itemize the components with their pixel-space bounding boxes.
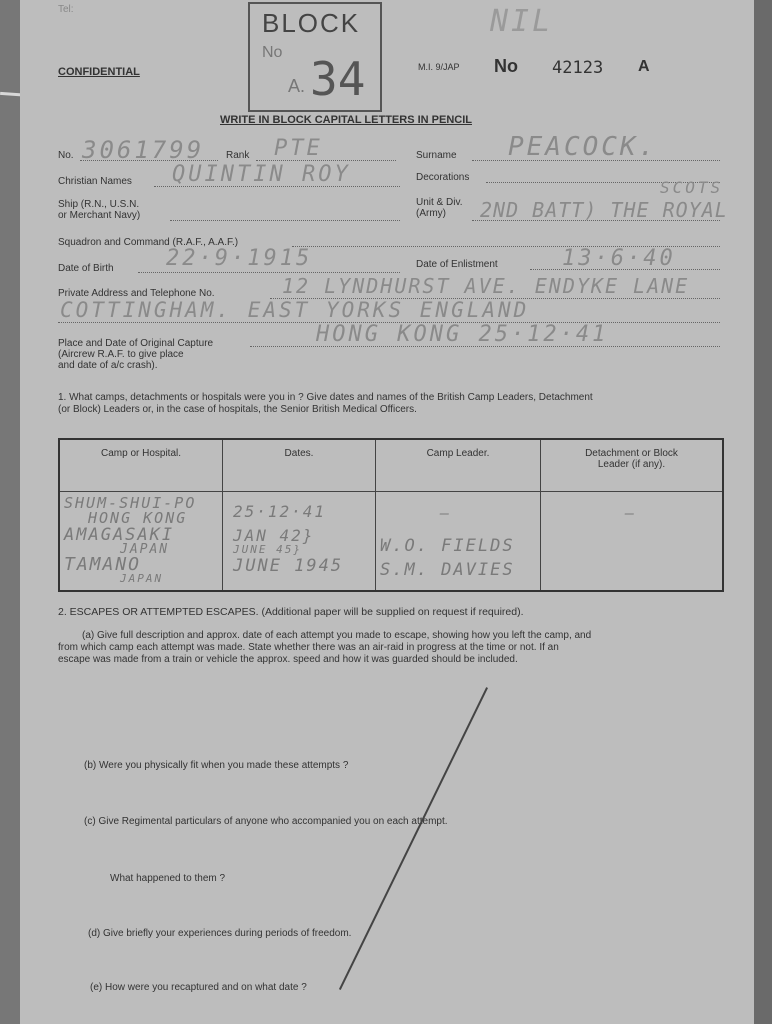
col-dates-header: Dates. (223, 439, 376, 492)
strike-through-line (339, 687, 488, 990)
table-body-row (59, 492, 723, 592)
pencil-instruction: WRITE IN BLOCK CAPITAL LETTERS IN PENCIL (220, 114, 472, 126)
camp-2: AMAGASAKI (64, 525, 175, 545)
col-leader-header: Camp Leader. (376, 439, 541, 492)
surname-label: Surname (416, 150, 457, 161)
ship-label-2: or Merchant Navy) (58, 210, 141, 221)
question-2a-line-2: from which camp each attempt was made. State whether there was an air-raid in progress at the time or not. If an (58, 642, 559, 653)
camp-cell (59, 492, 223, 592)
ship-label-1: Ship (R.N., U.S.N. (58, 199, 140, 210)
question-2c-follow: What happened to them ? (110, 873, 226, 884)
capture-label-3: and date of a/c crash). (58, 360, 158, 371)
camps-table (58, 438, 724, 592)
ship-line (170, 220, 400, 221)
enlistment-label: Date of Enlistment (416, 259, 498, 270)
address-value-1: 12 LYNDHURST AVE. ENDYKE LANE (282, 274, 690, 298)
block-stamp (248, 2, 382, 112)
dates-2-sub: JUNE 45} (233, 543, 302, 556)
address-value-2: COTTINGHAM. EAST YORKS ENGLAND (60, 298, 530, 322)
detachment-1: — (625, 504, 637, 522)
detachment-cell (541, 492, 724, 592)
capture-value: HONG KONG 25·12·41 (316, 322, 609, 347)
camp-1: SHUM-SHUI-PO (64, 494, 197, 512)
nil-mark: NIL (490, 4, 554, 39)
unit-value-extra: SCOTS (660, 178, 724, 197)
address-label: Private Address and Telephone No. (58, 288, 215, 299)
dates-cell (223, 492, 376, 592)
dob-line (138, 272, 400, 273)
serial-number: 42123 (552, 58, 604, 78)
table-header-row (59, 439, 723, 492)
dob-value: 22·9·1915 (166, 246, 313, 271)
squadron-label: Squadron and Command (R.A.F., A.A.F.) (58, 237, 239, 248)
unit-value: 2ND BATT) THE ROYAL (480, 198, 728, 222)
dates-3: JUNE 1945 (233, 556, 344, 576)
rank-label: Rank (226, 150, 250, 161)
dates-2: JAN 42} (233, 526, 315, 545)
christian-names-value: QUINTIN ROY (172, 162, 351, 187)
question-2b: (b) Were you physically fit when you made these attempts ? (84, 760, 349, 771)
dates-1: 25·12·41 (233, 502, 327, 521)
stamp-no: No (262, 44, 283, 61)
enlistment-value: 13·6·40 (562, 246, 676, 271)
no-label: No. (58, 150, 74, 161)
confidential-label: CONFIDENTIAL (58, 66, 140, 78)
stamp-a: A. (288, 76, 306, 96)
col-detachment-header: Detachment or Block Leader (if any). (541, 439, 724, 492)
question-1-line-2: (or Block) Leaders or, in the case of hospitals, the Senior British Medical Officers. (58, 404, 417, 415)
leader-2: W.O. FIELDS (380, 536, 515, 556)
form-code: M.I. 9/JAP (418, 62, 460, 72)
camp-3: TAMANO (64, 554, 142, 575)
unit-label-1: Unit & Div. (416, 197, 463, 208)
dob-label: Date of Birth (58, 263, 114, 274)
service-number-value: 3061799 (82, 136, 205, 164)
form-sheet (20, 0, 754, 1024)
unit-label-2: (Army) (416, 208, 446, 219)
camp-2-sub: JAPAN (120, 542, 170, 557)
capture-label-1: Place and Date of Original Capture (58, 338, 214, 349)
serial-suffix: A (638, 58, 650, 75)
camp-1-sub: HONG KONG (88, 509, 188, 527)
question-2a-line-3: escape was made from a train or vehicle the approx. speed and how it was guarded should be included. (58, 654, 518, 665)
camp-3-sub: JAPAN (120, 572, 164, 585)
question-2-title: 2. ESCAPES OR ATTEMPTED ESCAPES. (Additional paper will be supplied on request if required). (58, 606, 524, 618)
question-2a-line-1: (a) Give full description and approx. date of each attempt you made to escape, showing how you left the camp, and (82, 630, 592, 641)
tel-label: Tel: (58, 4, 74, 15)
question-2c: (c) Give Regimental particulars of anyone who accompanied you on each attempt. (84, 816, 448, 827)
stamp-number: 34 (310, 52, 366, 106)
christian-names-label: Christian Names (58, 176, 132, 187)
surname-value: PEACOCK. (508, 132, 658, 162)
capture-label-2: (Aircrew R.A.F. to give place (58, 349, 184, 360)
rank-value: PTE (274, 136, 323, 161)
leader-1: — (440, 504, 452, 522)
leader-cell (376, 492, 541, 592)
question-2e: (e) How were you recaptured and on what date ? (90, 982, 307, 993)
serial-no-label: No (494, 56, 518, 76)
decorations-label: Decorations (416, 172, 470, 183)
question-2d: (d) Give briefly your experiences during periods of freedom. (88, 928, 352, 939)
stamp-word: BLOCK (262, 8, 361, 38)
leader-3: S.M. DAVIES (380, 560, 515, 580)
col-camp-header: Camp or Hospital. (59, 439, 223, 492)
question-1-line-1: 1. What camps, detachments or hospitals were you in ? Give dates and names of the British Camp Leaders, Detachment (58, 392, 593, 403)
